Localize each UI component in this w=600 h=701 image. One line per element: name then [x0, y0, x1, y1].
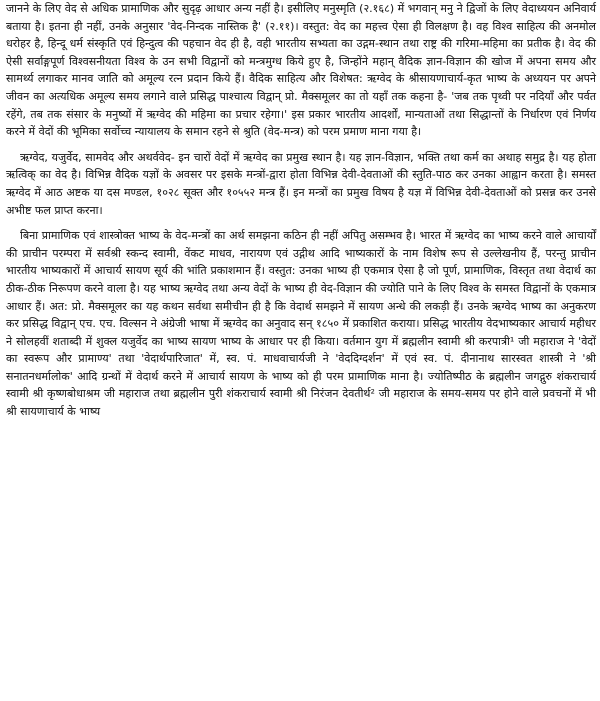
paragraph-sayana-commentary: बिना प्रामाणिक एवं शास्त्रोक्त भाष्य के वेद-मन्त्रों का अर्थ समझना कठिन ही नहीं अपितु असम्भव है। भारत में ऋग्वेद का भाष्य करने वाले आचार्यों की प्राचीन परम्परा में सर्वश्री स्कन्द स्वामी, वेंकट माधव, नारायण एवं उद्गीथ आदि भाष्यकारों के नाम विशेष रूप से उल्लेखनीय हैं, परन्तु प्राचीन भारतीय भाष्यकारों में आचार्य सायण सूर्य की भांति प्रकाशमान हैं। वस्तुत: उनका भाष्य ही एकमात्र ऐसा है जो पूर्ण, प्रामाणिक, विस्तृत तथा वेदार्थ का ठीक-ठीक निरूपण करने वाला है। यह भाष्य ऋग्वेद तथा अन्य वेदों के भाष्य ही वेद-विज्ञान की ज्योति पाने के लिए विश्व के समस्त विद्वानों के एकमात्र आधार हैं। अत: प्रो. मैक्समूलर का यह कथन सर्वथा समीचीन ही है कि वेदार्थ समझने में सायण अन्धे की लकड़ी हैं। उनके ऋग्वेद भाष्य का अनुकरण कर प्रसिद्ध विद्वान् एच. एच. विल्सन ने अंग्रेजी भाषा में ऋग्वेद का अनुवाद सन् १८५० में प्रकाशित कराया। प्रसिद्ध भारतीय वेदभाष्यकार आचार्य महीधर ने सोलहवीं शताब्दी में शुक्ल यजुर्वेद का भाष्य सायण भाष्य के आधार पर ही किया। वर्तमान युग में ब्रह्मलीन स्वामी श्री करपात्री¹ जी महाराज ने 'वेदों का स्वरूप और प्रामाण्य' तथा 'वेदार्थपारिजात' में, स्व. पं. माधवाचार्यजी ने 'वेददिग्दर्शन' में एवं स्व. पं. दीनानाथ सारस्वत शास्त्री ने 'श्री सनातनधर्मालोक' आदि ग्रन्थों में वेदार्थ करने में आचार्य सायण के भाष्य को ही परम प्रामाणिक माना है। ज्योतिष्पीठ के ब्रह्मलीन जगद्गुरु शंकराचार्य स्वामी श्री कृष्णबोधाश्रम जी महाराज तथा ब्रह्मलीन पुरी शंकराचार्य स्वामी श्री निरंजन देवतीर्थ² जी महाराज के समय-समय पर होने वाले प्रवचनों में भी श्री सायणाचार्य के भाष्य	[6, 229, 596, 419]
paragraph-rigveda-overview: ऋग्वेद, यजुर्वेद, सामवेद और अथर्ववेद- इन चारों वेदों में ऋग्वेद का प्रमुख स्थान है। यह ज्ञान-विज्ञान, भक्ति तथा कर्म का अथाह समुद्र है। यह होता ऋत्विक् का वेद है। विभिन्न वैदिक यज्ञों के अवसर पर इसके मन्त्रों-द्वारा होता विभिन्न देवी-देवताओं की स्तुति-पाठ कर उनका आह्वान करता है। समस्त ऋग्वेद में आठ अष्टक या दस मण्डल, १०२८ सूक्त और १०५५२ मन्त्र हैं। इन मन्त्रों का प्रमुख विषय है यज्ञ में विभिन्न देवी-देवताओं को प्रसन्न कर उनसे अभीष्ट फल प्राप्त करना।	[6, 150, 596, 217]
paragraph-vedas-authority: जानने के लिए वेद से अधिक प्रामाणिक और सुदृढ़ आधार अन्य नहीं है। इसीलिए मनुस्मृति (२.१६८) में भगवान् मनु ने द्विजों के लिए वेदाध्ययन अनिवार्य बताया है। इतना ही नहीं, उनके अनुसार 'वेद-निन्दक नास्तिक है' (२.११)। वस्तुत: वेद का महत्त्व ऐसा ही विलक्षण है। वह विश्व साहित्य की अनमोल धरोहर है, हिन्दू धर्म संस्कृति एवं हिन्दुत्व की पहचान वेद ही है, वही भारतीय सभ्यता का उद्गम-स्थान तथा राष्ट्र की गरिमा-महिमा का प्रतीक है। वेद की ऐसी सर्वाङ्गपूर्ण विश्वसनीयता विश्व के उन सभी विद्वानों को मन्त्रमुग्ध किये हुए है, जिन्होंने महान् वैदिक ज्ञान-विज्ञान की खोज में अपना समय और सामर्थ्य लगाकर मानव जाति को अमूल्य रत्न प्रदान किये हैं। वैदिक साहित्य और विशेषत: ऋग्वेद के श्रीसायणाचार्य-कृत भाष्य के अध्ययन पर अपने जीवन का अत्यधिक अमूल्य समय लगाने वाले प्रसिद्ध पाश्चात्य विद्वान् प्रो. मैक्समूलर का तो यहाँ तक कहना है- 'जब तक पृथ्वी पर नदियाँ और पर्वत रहेंगे, तब तक संसार के मनुष्यों में ऋग्वेद की महिमा का प्रचार रहेगा।' इस प्रकार भारतीय आदर्शों, मान्यताओं तथा सिद्धान्तों के निर्धारण एवं निर्णय करने में वेदों की भूमिका सर्वोच्च न्यायालय के समान रहने से श्रुति (वेद-मन्त्र) को परम प्रमाण माना गया है।	[6, 2, 596, 139]
